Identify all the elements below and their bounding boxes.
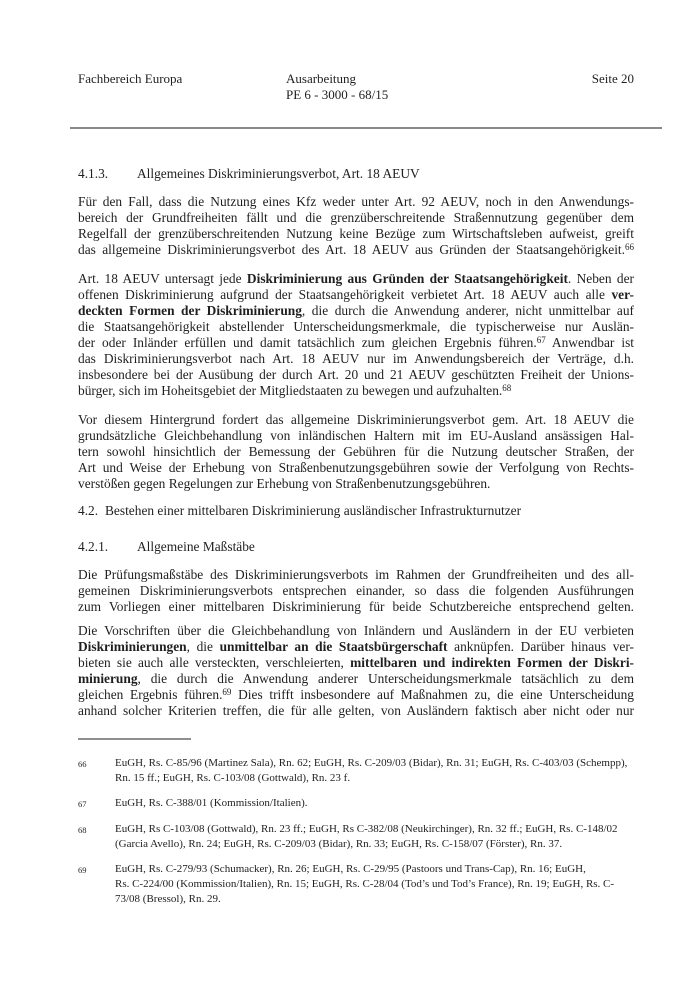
section-heading-4-2 xyxy=(78,503,634,519)
footnote-reference: 66 xyxy=(625,242,634,252)
paragraph-3 xyxy=(78,412,634,492)
footnote-reference: 67 xyxy=(536,335,546,345)
text-line: Die Vorschriften über die Gleichbehandlung von Inländern und Ausländern in der EU verbieten xyxy=(78,623,634,638)
section-heading-4-2-1 xyxy=(78,539,634,555)
text-line: insbesondere bei der Ausübung der durch Art. 20 und 21 AEUV geschützten Freiheit der Unions- xyxy=(78,367,634,382)
text-line: das allgemeine Diskriminierungsverbot des Art. 18 AEUV aus Gründen der Staatsangehörigkeit.$^{66}$ xyxy=(78,242,634,257)
footnote-marker: 69 xyxy=(78,865,87,875)
footnote-67 xyxy=(78,796,634,812)
text-line: Art. 18 AEUV untersagt jede Diskriminierung aus Gründen der Staatsangehörigkeit. Neben der xyxy=(78,271,634,286)
footnote-line: (Garcia Avello), Rn. 24; EuGH, Rs. C-209/03 (Bidar), Rn. 33; EuGH, Rs. C-158/07 (Förster), Rn. 37. xyxy=(115,838,563,850)
text-line: Diskriminierungen, die unmittelbar an die Staatsbürgerschaft anknüpfen. Darüber hinaus ver- xyxy=(78,639,635,654)
footnote-marker: 68 xyxy=(78,825,87,835)
text-line: Die Prüfungsmaßstäbe des Diskriminierungsverbots im Rahmen der Grundfreiheiten und des all- xyxy=(78,567,634,582)
footnote-line: Rs. C-224/00 (Kommission/Italien), Rn. 15; EuGH, Rs. C-28/04 (Tod’s und Tod’s France), Rn. 19; EuGH, Rs. C- xyxy=(115,878,615,890)
page-number: Seite 20 xyxy=(591,71,634,86)
footnote-marker: 67 xyxy=(78,799,87,809)
footnote-69 xyxy=(78,862,634,907)
footnote-line: Rn. 15 ff.; EuGH, Rs. C-103/08 (Gottwald), Rn. 23 f. xyxy=(115,772,351,784)
footnote-text xyxy=(115,756,634,786)
header-rule xyxy=(70,127,662,129)
text-line: gemeinen Diskriminierungsverbots entsprechen einander, so dass die folgenden Ausführungen xyxy=(78,583,634,598)
footnote-separator xyxy=(78,738,191,740)
paragraph-4 xyxy=(78,567,634,615)
text-line: minierung, die durch die Anwendung anderer Unterscheidungsmerkmale tatsächlich zu dem xyxy=(78,671,634,686)
section-number: 4.2.1. xyxy=(78,539,109,554)
text-line: anhand solcher Kriterien treffen, die für alle gelten, von Ausländern faktisch aber nicht oder nur xyxy=(78,703,634,718)
text-line: Für den Fall, dass die Nutzung eines Kfz weder unter Art. 92 AEUV, noch in den Anwendungs- xyxy=(78,194,634,209)
footnote-reference: 68 xyxy=(502,383,512,393)
paragraph-5 xyxy=(78,623,634,719)
text-line: bürger, sich im Hoheitsgebiet der Mitgliedstaaten zu bewegen und aufzuhalten.$^{68}$ xyxy=(78,383,512,398)
department-label: Fachbereich Europa xyxy=(78,71,183,86)
footnote-text xyxy=(115,862,634,907)
footnote-line: EuGH, Rs. C-85/96 (Martinez Sala), Rn. 62; EuGH, Rs. C-209/03 (Bidar), Rn. 31; EuGH, Rs. C-403/03 (Schempp), xyxy=(115,757,628,769)
text-line: gleichen Ergebnis führen.$^{69}$ Dies trifft insbesondere auf Maßnahmen zu, die eine Unterscheidung xyxy=(78,687,634,702)
text-line: Art und Weise der Erhebung von Straßenbenutzungsgebühren sowie der Verfolgung von Rechts- xyxy=(78,460,634,475)
section-title: Bestehen einer mittelbaren Diskriminierung ausländischer Infrastrukturnutzer xyxy=(105,503,522,518)
text-line: verstößen gegen Regelungen zur Erhebung von Straßenbenutzungsgebühren. xyxy=(78,476,491,491)
paragraph-1 xyxy=(78,194,634,258)
section-title: Allgemeines Diskriminierungsverbot, Art. 18 AEUV xyxy=(137,166,420,181)
footnote-68 xyxy=(78,822,634,852)
doc-type-label: Ausarbeitung xyxy=(286,71,357,86)
footnote-reference: 69 xyxy=(222,687,232,697)
footnote-marker: 66 xyxy=(78,759,87,769)
text-line: bieten sie auch alle versteckten, verschleierten, mittelbaren und indirekten Formen der Diskri- xyxy=(78,655,634,670)
footnote-line: EuGH, Rs C-103/08 (Gottwald), Rn. 23 ff.; EuGH, Rs C-382/08 (Neukirchinger), Rn. 32 ff.; EuGH, Rs. C-148/02 xyxy=(115,823,618,835)
footnotes xyxy=(78,756,634,917)
footnote-line: 73/08 (Bressol), Rn. 29. xyxy=(115,893,221,905)
section-title: Allgemeine Maßstäbe xyxy=(137,539,255,554)
footnote-line: EuGH, Rs. C-388/01 (Kommission/Italien). xyxy=(115,797,308,809)
text-line: der oder Inländer erfüllen und damit tatsächlich zum gleichen Ergebnis führen.$^{67}$ Anwendbar ist xyxy=(78,335,634,350)
text-line: offenen Diskriminierung aufgrund der Staatsangehörigkeit verbietet Art. 18 AEUV auch alle ver- xyxy=(78,287,634,302)
text-line: tern sowohl hinsichtlich der Bemessung der Gebühren für die Nutzung deutscher Straßen, der xyxy=(78,444,634,459)
footnote-text xyxy=(115,822,634,852)
text-line: Vor diesem Hintergrund fordert das allgemeine Diskriminierungsverbot gem. Art. 18 AEUV die xyxy=(78,412,634,427)
text-line: Regelfall der grenzüberschreitenden Nutzung keine Bezüge zum Wirtschaftsleben aufweist, greift xyxy=(78,226,634,241)
text-line: deckten Formen der Diskriminierung, die durch die Anwendung anderer, nicht unmittelbar auf xyxy=(78,303,634,318)
text-line: die Staatsangehörigkeit abstellender Unterscheidungsmerkmale, die typischerweise nur Auslän- xyxy=(78,319,634,334)
footnote-text xyxy=(115,796,634,812)
text-line: bereich der Grundfreiheiten fällt und die grenzüberschreitende Straßennutzung gegenüber dem xyxy=(78,210,634,225)
text-line: zum Vorliegen einer mittelbaren Diskriminierung für beide Schutzbereiche entsprechend gelten. xyxy=(78,599,634,614)
paragraph-2 xyxy=(78,271,634,399)
text-line: das Diskriminierungsverbot nach Art. 18 AEUV nur im Anwendungsbereich der Verträge, d.h. xyxy=(78,351,634,366)
section-number: 4.1.3. xyxy=(78,166,109,181)
text-line: grundsätzliche Gleichbehandlung von inländischen Haltern mit im EU-Ausland ansässigen Hal- xyxy=(78,428,634,443)
footnote-line: EuGH, Rs. C-279/93 (Schumacker), Rn. 26; EuGH, Rs. C-29/95 (Pastoors und Trans-Cap), Rn. 16; EuGH, xyxy=(115,863,586,875)
section-number: 4.2. xyxy=(78,503,99,518)
doc-number: PE 6 - 3000 - 68/15 xyxy=(286,87,389,102)
section-heading-4-1-3 xyxy=(78,166,634,182)
doc-meta xyxy=(286,71,388,103)
footnote-66 xyxy=(78,756,634,786)
